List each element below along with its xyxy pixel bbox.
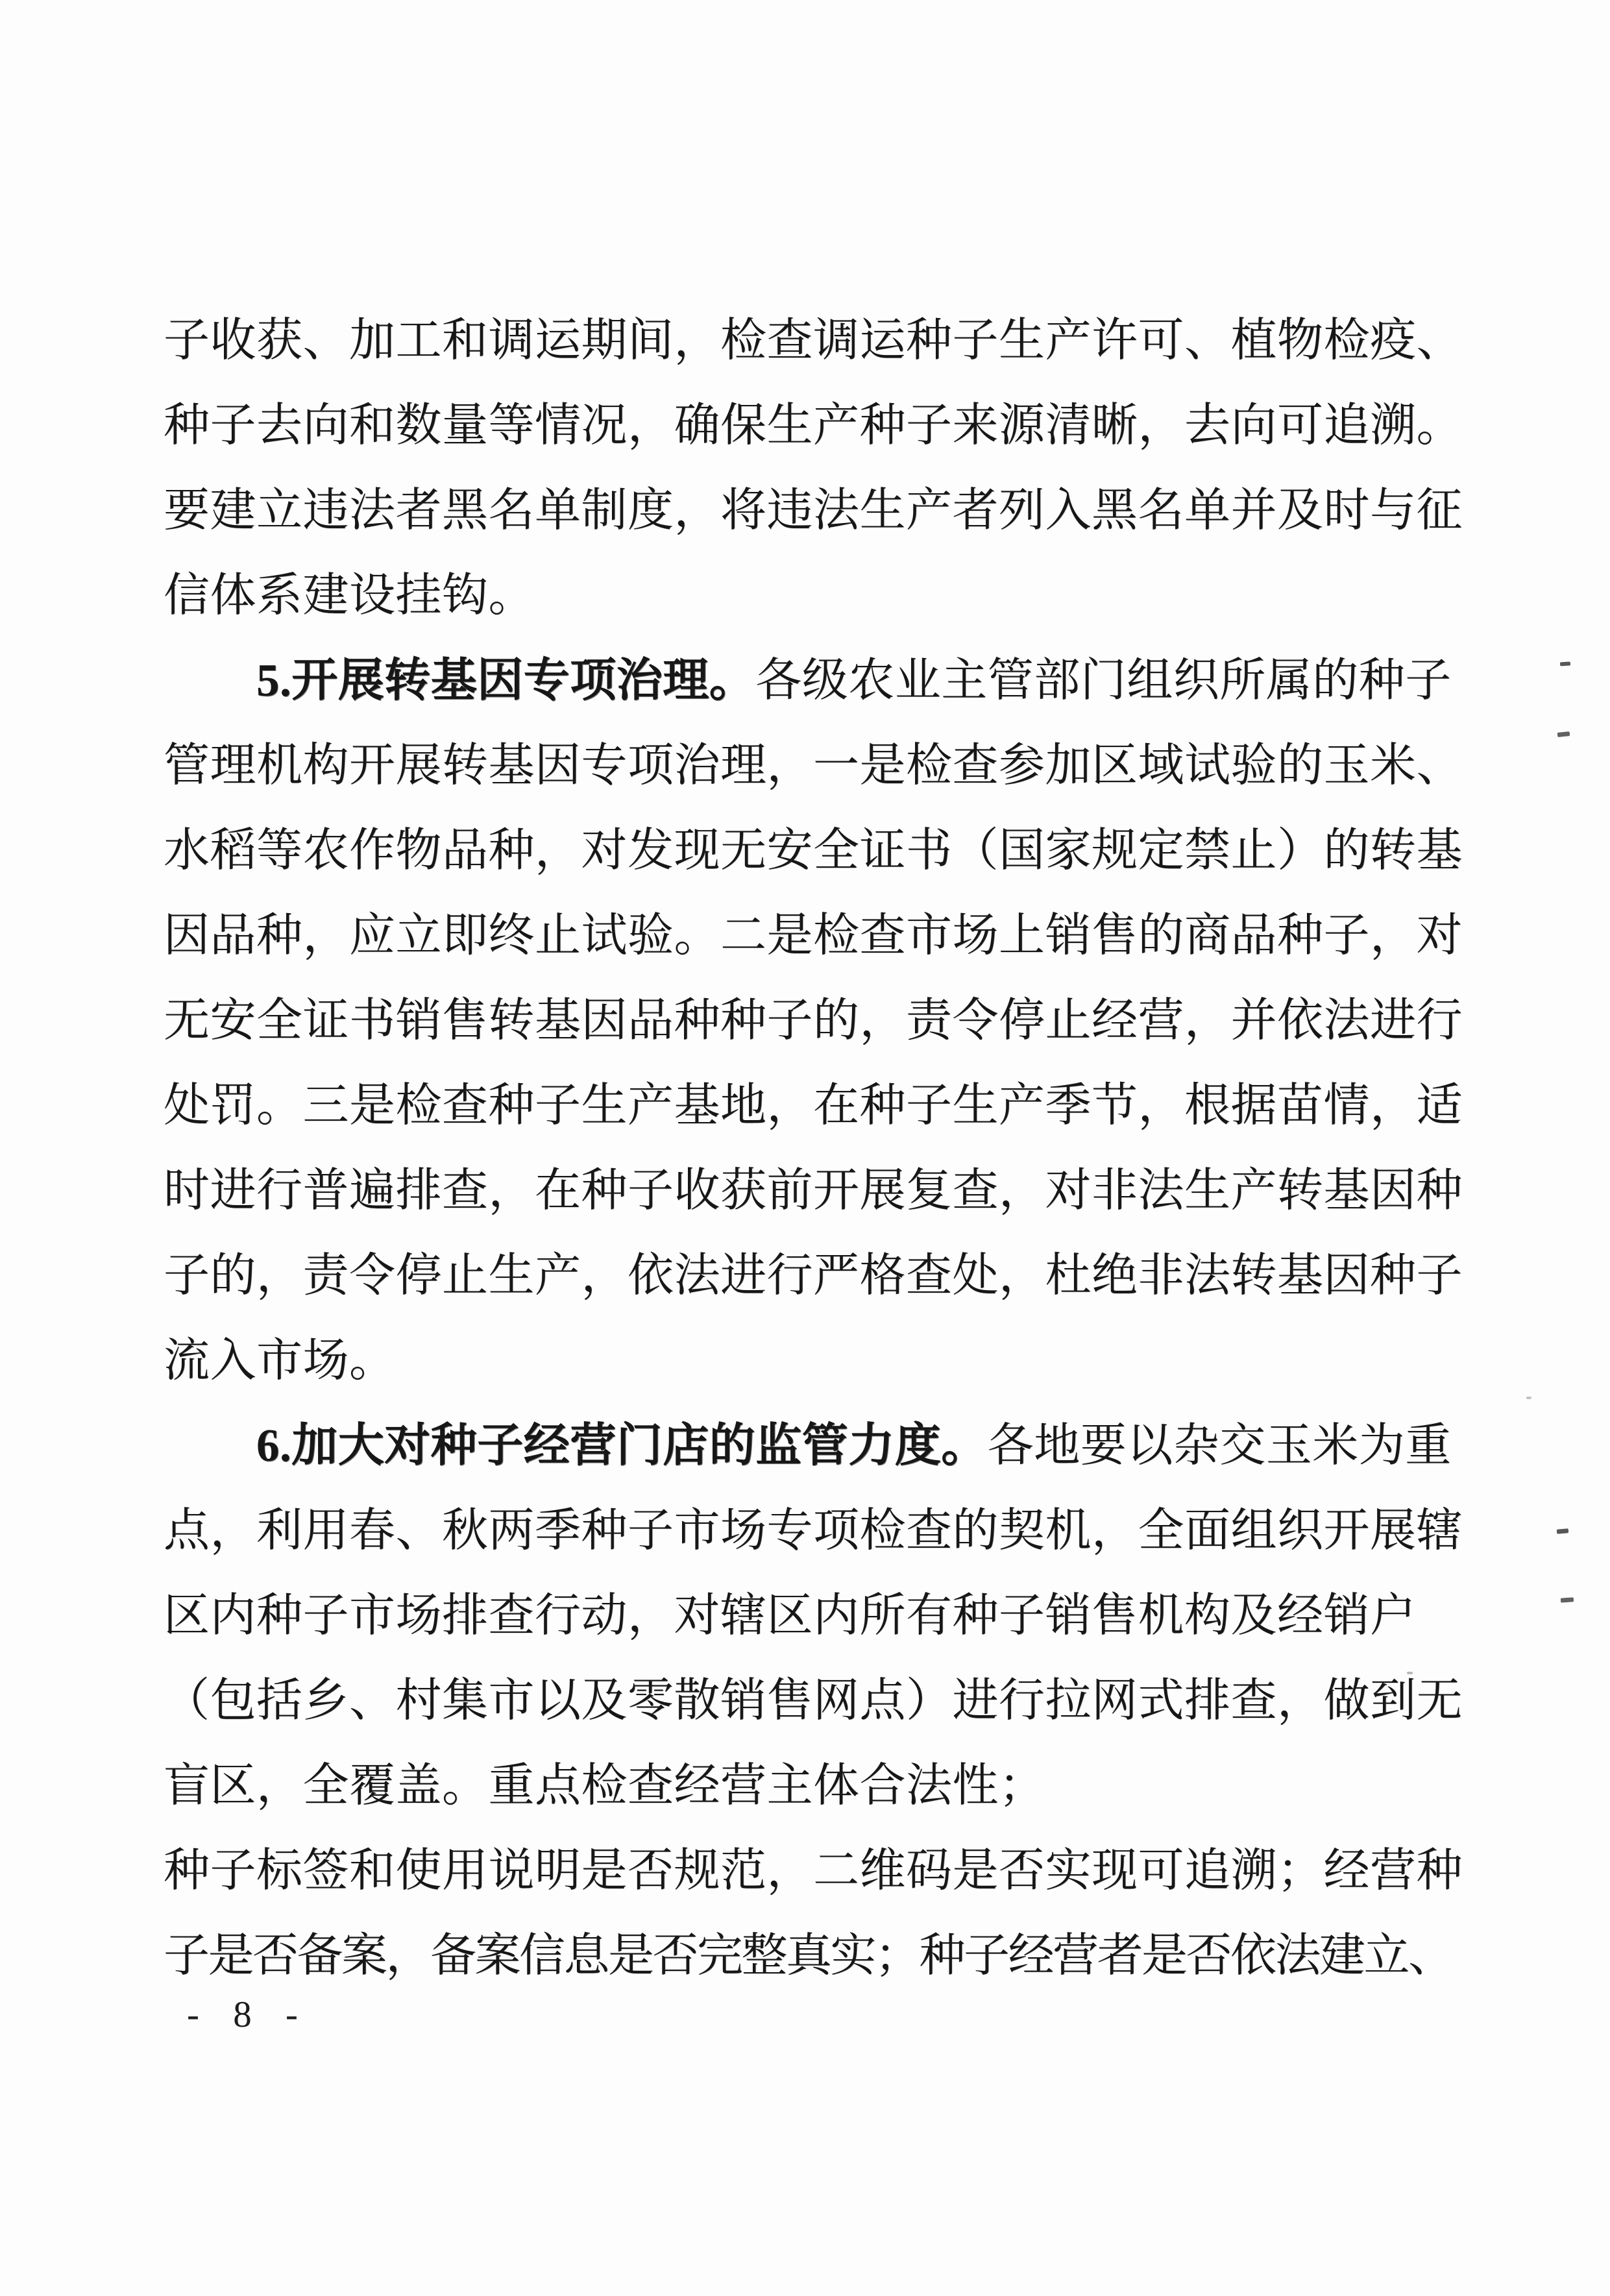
paragraph-text: 管理机构开展转基因专项治理，一是检查参加区域试验的玉米、 — [164, 740, 1463, 791]
paragraph-text: 信体系建设挂钩。 — [164, 570, 535, 621]
text-line — [164, 1234, 1468, 1319]
body-text — [164, 299, 1468, 1999]
text-line — [164, 554, 1468, 639]
paragraph-text: 各级农业主管部门组织所属的种子 — [755, 655, 1452, 706]
paragraph-text: 子的，责令停止生产，依法进行严格查处，杜绝非法转基因种子 — [164, 1251, 1463, 1301]
text-line — [164, 894, 1468, 979]
text-line — [164, 1064, 1468, 1149]
scan-speck — [1561, 1597, 1574, 1602]
scan-speck — [1560, 661, 1570, 666]
paragraph-text: 时进行普遍排查，在种子收获前开展复查，对非法生产转基因种 — [164, 1166, 1463, 1216]
paragraph-text: 各地要以杂交玉米为重 — [987, 1421, 1452, 1471]
text-line — [164, 1744, 1468, 1829]
paragraph-text: 要建立违法者黑名单制度，将违法生产者列入黑名单并及时与征 — [164, 485, 1463, 536]
paragraph-text: 水稻等农作物品种，对发现无安全证书（国家规定禁止）的转基 — [164, 825, 1463, 876]
text-line — [164, 1659, 1468, 1744]
paragraph-text: （包括乡、村集市以及零散销售网点）进行拉网式排查，做到无 — [164, 1676, 1463, 1726]
paragraph-text: 种子标签和使用说明是否规范，二维码是否实现可追溯；经营种 — [164, 1846, 1463, 1896]
text-line — [164, 384, 1468, 469]
paragraph-text: 区内种子市场排查行动，对辖区内所有种子销售机构及经销户 — [164, 1591, 1417, 1641]
scan-speck — [1557, 1528, 1569, 1534]
scan-speck — [1407, 1672, 1413, 1674]
text-line — [164, 1914, 1468, 1999]
scan-speck — [1557, 731, 1570, 737]
paragraph-text: 子收获、加工和调运期间，检查调运种子生产许可、植物检疫、 — [164, 315, 1463, 366]
text-line — [164, 1319, 1468, 1404]
paragraph-heading: 6.加大对种子经营门店的监管力度。 — [256, 1421, 988, 1471]
text-line — [164, 1404, 1468, 1489]
text-line — [164, 809, 1468, 894]
text-line — [164, 724, 1468, 809]
text-line — [164, 1829, 1468, 1914]
paragraph-text: 流入市场。 — [164, 1336, 396, 1386]
text-line — [164, 979, 1468, 1064]
text-line — [164, 1574, 1468, 1659]
paragraph-text: 种子去向和数量等情况，确保生产种子来源清晰，去向可追溯。 — [164, 400, 1463, 451]
paragraph-heading: 5.开展转基因专项治理。 — [256, 655, 756, 706]
paragraph-text: 子是否备案，备案信息是否完整真实；种子经营者是否依法建立、 — [164, 1931, 1453, 1981]
page-number: - 8 - — [187, 1994, 303, 2035]
paragraph-text: 处罚。三是检查种子生产基地，在种子生产季节，根据苗情，适 — [164, 1081, 1463, 1131]
scan-speck — [1526, 1397, 1531, 1399]
paragraph-text: 盲区，全覆盖。重点检查经营主体合法性； — [164, 1761, 1045, 1811]
text-line — [164, 299, 1468, 384]
text-line — [164, 1489, 1468, 1574]
paragraph-text: 点，利用春、秋两季种子市场专项检查的契机，全面组织开展辖 — [164, 1506, 1463, 1556]
paragraph-text: 无安全证书销售转基因品种种子的，责令停止经营，并依法进行 — [164, 995, 1463, 1046]
paragraph-text: 因品种，应立即终止试验。二是检查市场上销售的商品种子，对 — [164, 910, 1463, 961]
text-line — [164, 469, 1468, 554]
text-line — [164, 639, 1468, 724]
text-line — [164, 1149, 1468, 1234]
